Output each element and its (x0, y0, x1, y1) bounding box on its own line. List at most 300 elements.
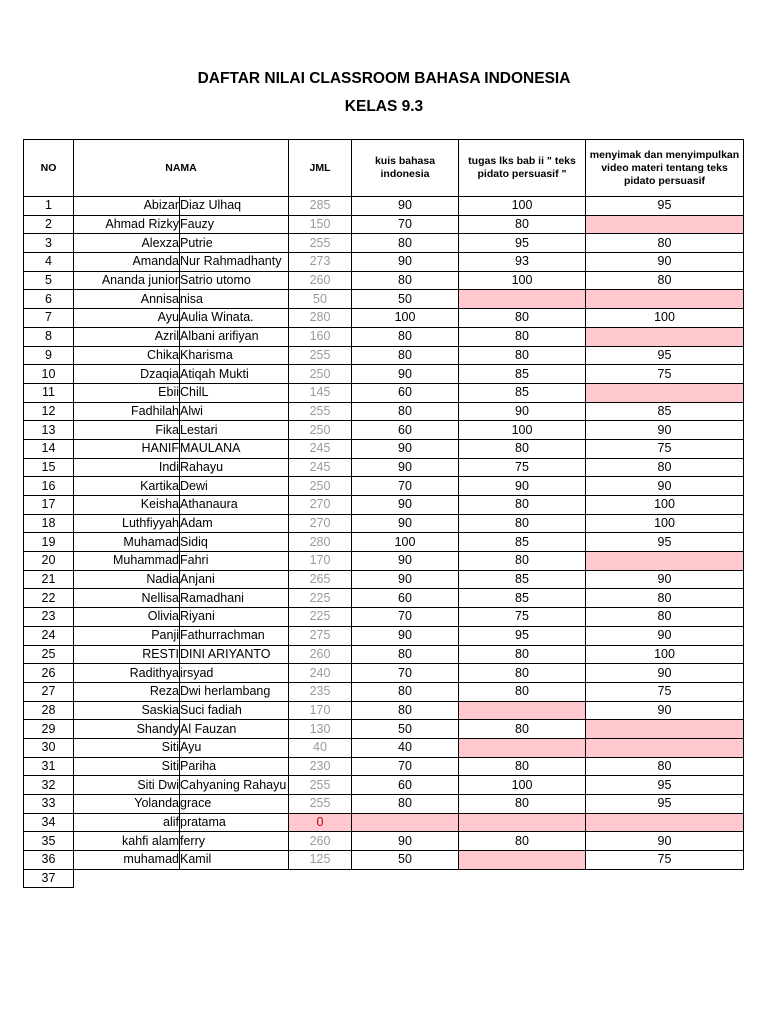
menyimak-score[interactable]: 90 (586, 421, 744, 440)
student-last-name[interactable]: Riyani (180, 608, 289, 627)
table-row (24, 776, 744, 795)
kuis-score[interactable]: 40 (352, 738, 459, 757)
tugas-score[interactable] (459, 869, 586, 888)
kuis-score[interactable]: 60 (352, 383, 459, 402)
total-score[interactable]: 255 (289, 795, 352, 814)
header-row (24, 140, 744, 197)
student-last-name[interactable]: DINI ARIYANTO (180, 645, 289, 664)
menyimak-score[interactable]: 100 (586, 645, 744, 664)
student-first-name[interactable]: kahfi alam (74, 832, 180, 851)
table-row (24, 458, 744, 477)
student-first-name[interactable]: Dzaqia (74, 365, 180, 384)
row-number[interactable]: 15 (24, 458, 74, 477)
tugas-score[interactable]: 95 (459, 626, 586, 645)
tugas-score[interactable]: 100 (459, 421, 586, 440)
total-score[interactable]: 260 (289, 645, 352, 664)
total-score[interactable]: 160 (289, 327, 352, 346)
student-last-name[interactable]: Dwi herlambang (180, 682, 289, 701)
header-tugas: tugas lks bab ii " teks pidato persuasif " (459, 140, 586, 197)
menyimak-score[interactable]: 80 (586, 234, 744, 253)
table-row (24, 832, 744, 851)
student-last-name[interactable]: Satrio utomo (180, 271, 289, 290)
table-row (24, 439, 744, 458)
kuis-score[interactable]: 90 (352, 514, 459, 533)
student-last-name[interactable]: Al Fauzan (180, 720, 289, 739)
row-number[interactable]: 23 (24, 608, 74, 627)
row-number[interactable]: 5 (24, 271, 74, 290)
menyimak-score[interactable]: 75 (586, 682, 744, 701)
student-first-name[interactable]: RESTI (74, 645, 180, 664)
kuis-score[interactable]: 90 (352, 197, 459, 216)
kuis-score[interactable]: 70 (352, 477, 459, 496)
student-first-name[interactable]: Kartika (74, 477, 180, 496)
student-first-name[interactable]: Reza (74, 682, 180, 701)
tugas-score[interactable]: 100 (459, 776, 586, 795)
row-number[interactable]: 37 (24, 869, 74, 888)
row-number[interactable]: 28 (24, 701, 74, 720)
menyimak-score[interactable] (586, 869, 744, 888)
tugas-score[interactable]: 80 (459, 496, 586, 515)
table-row (24, 533, 744, 552)
total-score[interactable]: 270 (289, 496, 352, 515)
kuis-score[interactable]: 50 (352, 290, 459, 309)
menyimak-score[interactable]: 90 (586, 832, 744, 851)
menyimak-score[interactable]: 85 (586, 402, 744, 421)
student-last-name[interactable]: Fauzy (180, 215, 289, 234)
menyimak-score[interactable]: 100 (586, 496, 744, 515)
menyimak-score[interactable]: 95 (586, 533, 744, 552)
tugas-score[interactable]: 80 (459, 346, 586, 365)
student-last-name[interactable]: Anjani (180, 570, 289, 589)
student-last-name[interactable]: ChilL (180, 383, 289, 402)
total-score[interactable]: 150 (289, 215, 352, 234)
tugas-score[interactable]: 80 (459, 720, 586, 739)
table-row (24, 738, 744, 757)
student-first-name[interactable]: Panji (74, 626, 180, 645)
student-last-name[interactable]: Suci fadiah (180, 701, 289, 720)
kuis-score[interactable]: 60 (352, 776, 459, 795)
student-last-name[interactable]: grace (180, 795, 289, 814)
total-score[interactable]: 145 (289, 383, 352, 402)
student-first-name[interactable]: Ananda junior (74, 271, 180, 290)
menyimak-score[interactable]: 90 (586, 664, 744, 683)
student-first-name[interactable]: Azril (74, 327, 180, 346)
student-last-name[interactable]: Fahri (180, 552, 289, 571)
total-score[interactable]: 0 (289, 813, 352, 832)
student-first-name[interactable]: Radithya (74, 664, 180, 683)
table-row (24, 477, 744, 496)
tugas-score[interactable]: 95 (459, 234, 586, 253)
row-number[interactable]: 19 (24, 533, 74, 552)
row-number[interactable]: 17 (24, 496, 74, 515)
table-row (24, 626, 744, 645)
menyimak-score[interactable]: 80 (586, 757, 744, 776)
table-row (24, 720, 744, 739)
total-score[interactable]: 285 (289, 197, 352, 216)
kuis-score[interactable]: 60 (352, 421, 459, 440)
row-number[interactable]: 33 (24, 795, 74, 814)
table-row (24, 514, 744, 533)
student-last-name[interactable]: Ramadhani (180, 589, 289, 608)
student-last-name[interactable]: Alwi (180, 402, 289, 421)
total-score[interactable]: 130 (289, 720, 352, 739)
menyimak-score[interactable]: 95 (586, 346, 744, 365)
table-row (24, 795, 744, 814)
total-score[interactable]: 280 (289, 309, 352, 328)
table-row (24, 421, 744, 440)
tugas-score[interactable] (459, 738, 586, 757)
student-first-name[interactable]: Muhamad (74, 533, 180, 552)
student-first-name[interactable]: HANIF (74, 439, 180, 458)
menyimak-score[interactable]: 90 (586, 626, 744, 645)
student-last-name[interactable]: Cahyaning Rahayu (180, 776, 289, 795)
kuis-score[interactable]: 90 (352, 439, 459, 458)
student-last-name[interactable]: pratama (180, 813, 289, 832)
student-last-name[interactable]: ferry (180, 832, 289, 851)
kuis-score[interactable]: 80 (352, 234, 459, 253)
total-score[interactable]: 250 (289, 421, 352, 440)
table-row (24, 402, 744, 421)
student-last-name[interactable]: irsyad (180, 664, 289, 683)
menyimak-score[interactable]: 75 (586, 365, 744, 384)
menyimak-score[interactable]: 80 (586, 608, 744, 627)
total-score[interactable]: 255 (289, 402, 352, 421)
row-number[interactable]: 29 (24, 720, 74, 739)
student-last-name[interactable]: Sidiq (180, 533, 289, 552)
kuis-score[interactable]: 90 (352, 626, 459, 645)
kuis-score[interactable]: 80 (352, 271, 459, 290)
row-number[interactable]: 31 (24, 757, 74, 776)
student-first-name[interactable]: Ayu (74, 309, 180, 328)
menyimak-score[interactable] (586, 290, 744, 309)
student-first-name[interactable]: Nellisa (74, 589, 180, 608)
student-last-name[interactable]: Dewi (180, 477, 289, 496)
total-score[interactable]: 50 (289, 290, 352, 309)
tugas-score[interactable]: 85 (459, 589, 586, 608)
header-nama: NAMA (74, 140, 289, 197)
tugas-score[interactable]: 80 (459, 664, 586, 683)
tugas-score[interactable]: 80 (459, 552, 586, 571)
header-no: NO (24, 140, 74, 197)
menyimak-score[interactable]: 95 (586, 795, 744, 814)
student-first-name[interactable]: Siti Dwi (74, 776, 180, 795)
student-last-name[interactable]: MAULANA (180, 439, 289, 458)
kuis-score[interactable]: 50 (352, 851, 459, 870)
student-last-name[interactable]: Lestari (180, 421, 289, 440)
row-number[interactable]: 22 (24, 589, 74, 608)
student-first-name[interactable]: Luthfiyyah (74, 514, 180, 533)
kuis-score[interactable]: 90 (352, 365, 459, 384)
total-score[interactable]: 170 (289, 701, 352, 720)
row-number[interactable]: 18 (24, 514, 74, 533)
student-first-name[interactable]: muhamad (74, 851, 180, 870)
student-first-name[interactable]: Yolanda (74, 795, 180, 814)
table-row (24, 645, 744, 664)
student-last-name[interactable]: Fathurrachman (180, 626, 289, 645)
kuis-score[interactable]: 70 (352, 215, 459, 234)
tugas-score[interactable]: 80 (459, 309, 586, 328)
menyimak-score[interactable] (586, 720, 744, 739)
table-row (24, 701, 744, 720)
student-last-name[interactable]: Albani arifiyan (180, 327, 289, 346)
student-first-name[interactable]: alif (74, 813, 180, 832)
table-row (24, 589, 744, 608)
table-row (24, 197, 744, 216)
student-last-name[interactable]: Nur Rahmadhanty (180, 253, 289, 272)
row-number[interactable]: 10 (24, 365, 74, 384)
table-row (24, 813, 744, 832)
row-number[interactable]: 2 (24, 215, 74, 234)
total-score[interactable]: 273 (289, 253, 352, 272)
kuis-score[interactable]: 70 (352, 664, 459, 683)
table-row (24, 552, 744, 571)
tugas-score[interactable]: 93 (459, 253, 586, 272)
table-row (24, 271, 744, 290)
student-last-name[interactable]: Athanaura (180, 496, 289, 515)
table-row (24, 682, 744, 701)
tugas-score[interactable]: 85 (459, 533, 586, 552)
total-score[interactable]: 230 (289, 757, 352, 776)
tugas-score[interactable]: 80 (459, 682, 586, 701)
header-kuis: kuis bahasa indonesia (352, 140, 459, 197)
kuis-score[interactable]: 80 (352, 402, 459, 421)
class-subtitle: KELAS 9.3 (344, 98, 424, 115)
total-score[interactable]: 250 (289, 365, 352, 384)
total-score[interactable]: 255 (289, 776, 352, 795)
tugas-score[interactable] (459, 701, 586, 720)
tugas-score[interactable]: 75 (459, 608, 586, 627)
total-score[interactable]: 265 (289, 570, 352, 589)
kuis-score[interactable]: 60 (352, 589, 459, 608)
row-number[interactable]: 21 (24, 570, 74, 589)
row-number[interactable]: 8 (24, 327, 74, 346)
kuis-score[interactable]: 90 (352, 253, 459, 272)
student-last-name[interactable]: Diaz Ulhaq (180, 197, 289, 216)
row-number[interactable]: 36 (24, 851, 74, 870)
menyimak-score[interactable] (586, 215, 744, 234)
student-last-name[interactable]: nisa (180, 290, 289, 309)
kuis-score[interactable]: 80 (352, 645, 459, 664)
total-score[interactable]: 225 (289, 608, 352, 627)
table-row (24, 234, 744, 253)
student-first-name[interactable]: Olivia (74, 608, 180, 627)
total-score[interactable]: 225 (289, 589, 352, 608)
table-row (24, 496, 744, 515)
grade-table (23, 139, 744, 888)
row-number[interactable]: 14 (24, 439, 74, 458)
tugas-score[interactable]: 80 (459, 215, 586, 234)
total-score[interactable]: 240 (289, 664, 352, 683)
table-row (24, 346, 744, 365)
tugas-score[interactable]: 85 (459, 365, 586, 384)
table-row (24, 664, 744, 683)
student-last-name[interactable]: Aulia Winata. (180, 309, 289, 328)
menyimak-score[interactable] (586, 383, 744, 402)
tugas-score[interactable]: 80 (459, 645, 586, 664)
total-score[interactable]: 255 (289, 234, 352, 253)
total-score[interactable]: 245 (289, 439, 352, 458)
menyimak-score[interactable]: 100 (586, 514, 744, 533)
total-score[interactable]: 270 (289, 514, 352, 533)
kuis-score[interactable]: 90 (352, 552, 459, 571)
kuis-score[interactable]: 80 (352, 682, 459, 701)
total-score[interactable] (289, 869, 352, 888)
student-first-name[interactable]: Fadhilah (74, 402, 180, 421)
student-first-name[interactable]: Keisha (74, 496, 180, 515)
table-row (24, 757, 744, 776)
table-row (24, 869, 744, 888)
table-row (24, 608, 744, 627)
student-first-name[interactable]: Abizar (74, 197, 180, 216)
kuis-score[interactable]: 90 (352, 832, 459, 851)
tugas-score[interactable]: 80 (459, 514, 586, 533)
row-number[interactable]: 13 (24, 421, 74, 440)
menyimak-score[interactable] (586, 738, 744, 757)
kuis-score[interactable]: 90 (352, 458, 459, 477)
row-number[interactable]: 27 (24, 682, 74, 701)
menyimak-score[interactable] (586, 327, 744, 346)
kuis-score[interactable]: 50 (352, 720, 459, 739)
menyimak-score[interactable]: 80 (586, 589, 744, 608)
tugas-score[interactable]: 80 (459, 439, 586, 458)
row-number[interactable]: 30 (24, 738, 74, 757)
student-first-name[interactable]: Indi (74, 458, 180, 477)
row-number[interactable]: 3 (24, 234, 74, 253)
student-last-name[interactable]: Rahayu (180, 458, 289, 477)
student-last-name[interactable]: Kamil (180, 851, 289, 870)
kuis-score[interactable] (352, 813, 459, 832)
table-row (24, 851, 744, 870)
student-last-name[interactable]: Atiqah Mukti (180, 365, 289, 384)
tugas-score[interactable] (459, 290, 586, 309)
kuis-score[interactable]: 100 (352, 309, 459, 328)
row-number[interactable]: 1 (24, 197, 74, 216)
tugas-score[interactable]: 100 (459, 197, 586, 216)
student-last-name[interactable]: Adam (180, 514, 289, 533)
student-first-name[interactable]: Alexza (74, 234, 180, 253)
row-number[interactable]: 6 (24, 290, 74, 309)
total-score[interactable]: 170 (289, 552, 352, 571)
total-score[interactable]: 235 (289, 682, 352, 701)
tugas-score[interactable]: 80 (459, 795, 586, 814)
page-title: DAFTAR NILAI CLASSROOM BAHASA INDONESIA (197, 70, 571, 87)
menyimak-score[interactable]: 75 (586, 851, 744, 870)
menyimak-score[interactable] (586, 552, 744, 571)
kuis-score[interactable]: 70 (352, 608, 459, 627)
menyimak-score[interactable]: 80 (586, 458, 744, 477)
kuis-score[interactable]: 80 (352, 701, 459, 720)
total-score[interactable]: 260 (289, 832, 352, 851)
row-number[interactable]: 35 (24, 832, 74, 851)
student-first-name[interactable]: Siti (74, 757, 180, 776)
menyimak-score[interactable]: 90 (586, 570, 744, 589)
menyimak-score[interactable]: 100 (586, 309, 744, 328)
tugas-score[interactable]: 90 (459, 402, 586, 421)
row-number[interactable]: 16 (24, 477, 74, 496)
row-number[interactable]: 25 (24, 645, 74, 664)
tugas-score[interactable] (459, 851, 586, 870)
menyimak-score[interactable]: 80 (586, 271, 744, 290)
student-first-name[interactable]: Nadia (74, 570, 180, 589)
tugas-score[interactable]: 85 (459, 383, 586, 402)
row-number[interactable]: 9 (24, 346, 74, 365)
row-number[interactable]: 7 (24, 309, 74, 328)
kuis-score[interactable]: 90 (352, 496, 459, 515)
student-first-name[interactable]: Saskia (74, 701, 180, 720)
student-last-name[interactable]: Putrie (180, 234, 289, 253)
total-score[interactable]: 245 (289, 458, 352, 477)
student-first-name[interactable]: Shandy (74, 720, 180, 739)
table-row (24, 290, 744, 309)
student-last-name[interactable]: Ayu (180, 738, 289, 757)
tugas-score[interactable]: 80 (459, 832, 586, 851)
tugas-score[interactable]: 85 (459, 570, 586, 589)
menyimak-score[interactable] (586, 813, 744, 832)
tugas-score[interactable]: 75 (459, 458, 586, 477)
tugas-score[interactable]: 80 (459, 757, 586, 776)
total-score[interactable]: 250 (289, 477, 352, 496)
student-first-name[interactable]: Ebii (74, 383, 180, 402)
row-number[interactable]: 24 (24, 626, 74, 645)
kuis-score[interactable]: 80 (352, 346, 459, 365)
student-first-name[interactable]: Fika (74, 421, 180, 440)
kuis-score[interactable]: 90 (352, 570, 459, 589)
row-number[interactable]: 20 (24, 552, 74, 571)
row-number[interactable]: 34 (24, 813, 74, 832)
tugas-score[interactable]: 100 (459, 271, 586, 290)
student-first-name[interactable]: Amanda (74, 253, 180, 272)
student-last-name[interactable] (180, 869, 289, 888)
total-score[interactable]: 260 (289, 271, 352, 290)
kuis-score[interactable]: 80 (352, 795, 459, 814)
total-score[interactable]: 255 (289, 346, 352, 365)
tugas-score[interactable]: 90 (459, 477, 586, 496)
student-first-name[interactable]: Chika (74, 346, 180, 365)
tugas-score[interactable] (459, 813, 586, 832)
menyimak-score[interactable]: 95 (586, 776, 744, 795)
student-first-name[interactable]: Muhammad (74, 552, 180, 571)
row-number[interactable]: 12 (24, 402, 74, 421)
tugas-score[interactable]: 80 (459, 327, 586, 346)
row-number[interactable]: 26 (24, 664, 74, 683)
kuis-score[interactable]: 100 (352, 533, 459, 552)
row-number[interactable]: 32 (24, 776, 74, 795)
student-first-name[interactable] (74, 869, 180, 888)
row-number[interactable]: 11 (24, 383, 74, 402)
total-score[interactable]: 40 (289, 738, 352, 757)
student-first-name[interactable]: Annisa (74, 290, 180, 309)
total-score[interactable]: 125 (289, 851, 352, 870)
kuis-score[interactable]: 70 (352, 757, 459, 776)
table-row (24, 570, 744, 589)
menyimak-score[interactable]: 90 (586, 477, 744, 496)
student-first-name[interactable]: Siti (74, 738, 180, 757)
menyimak-score[interactable]: 90 (586, 253, 744, 272)
student-last-name[interactable]: Kharisma (180, 346, 289, 365)
student-last-name[interactable]: Pariha (180, 757, 289, 776)
kuis-score[interactable]: 80 (352, 327, 459, 346)
menyimak-score[interactable]: 75 (586, 439, 744, 458)
total-score[interactable]: 280 (289, 533, 352, 552)
table-row (24, 365, 744, 384)
menyimak-score[interactable]: 95 (586, 197, 744, 216)
header-jml: JML (289, 140, 352, 197)
student-first-name[interactable]: Ahmad Rizky (74, 215, 180, 234)
kuis-score[interactable] (352, 869, 459, 888)
total-score[interactable]: 275 (289, 626, 352, 645)
menyimak-score[interactable]: 90 (586, 701, 744, 720)
row-number[interactable]: 4 (24, 253, 74, 272)
